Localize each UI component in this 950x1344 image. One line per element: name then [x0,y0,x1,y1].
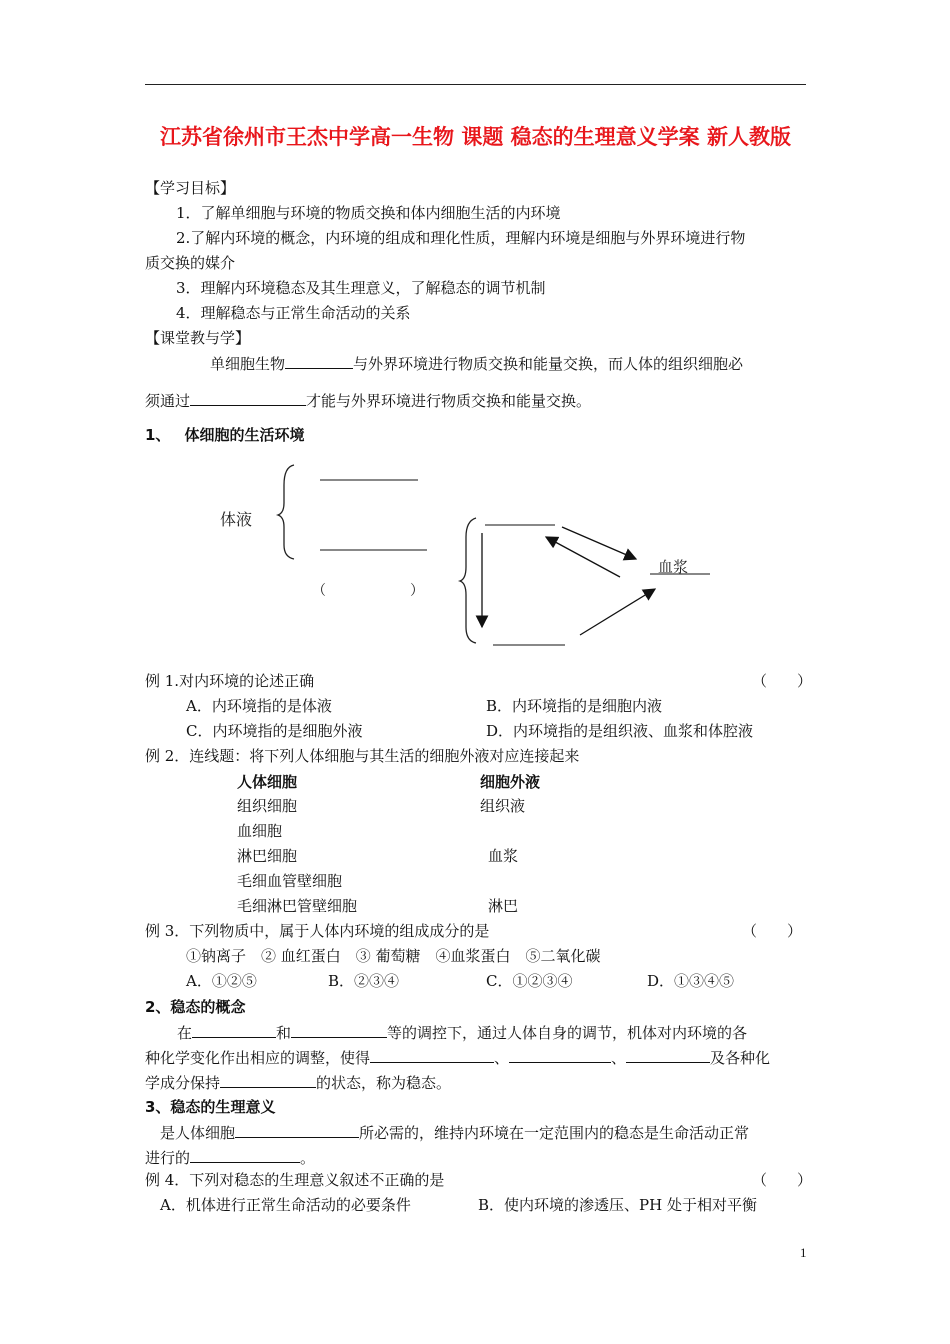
blank[interactable] [291,1021,387,1038]
right-brace [460,518,476,643]
arrow-up-to-plasma [580,589,655,635]
objective-2-cont: 质交换的媒介 [145,254,236,272]
ex1-option-a[interactable]: A．内环境指的是体液 [186,697,332,715]
paren-close: ） [410,583,424,599]
section1-heading: 1、 体细胞的生活环境 [145,426,305,444]
body-fluid-diagram [200,455,740,655]
ex3-paren: （ ） [742,922,803,940]
section2-heading: 2、稳态的概念 [145,998,246,1016]
ex2-cell-4[interactable]: 毛细血管壁细胞 [237,872,343,890]
ex2-cell-5[interactable]: 毛细淋巴管壁细胞 [237,897,358,915]
ex4-paren: （ ） [752,1171,813,1189]
ex3-option-c[interactable]: C．①②③④ [486,972,573,990]
objective-2: 2.了解内环境的概念，内环境的组成和理化性质，理解内环境是细胞与外界环境进行物 [176,229,746,247]
objective-3: 3．理解内环境稳态及其生理意义，了解稳态的调节机制 [176,279,546,297]
ex2-fluid-2[interactable]: 血浆 [488,847,519,865]
blank[interactable] [235,1121,359,1138]
blank[interactable] [190,1146,300,1163]
section2-line2: 种化学变化作出相应的调整，使得 、 、 及各种化 [145,1046,770,1068]
section3-line1: 是人体细胞 所必需的，维持内环境在一定范围内的稳态是生命活动正常 [160,1121,749,1143]
ex1-option-c[interactable]: C．内环境指的是细胞外液 [186,722,363,740]
ex1-option-d[interactable]: D．内环境指的是组织液、血浆和体腔液 [486,722,754,740]
left-brace [278,465,294,559]
ex2-col2-header: 细胞外液 [480,773,541,791]
ex2-cell-3[interactable]: 淋巴细胞 [237,847,298,865]
ex1-question: 例 1.对内环境的论述正确 [145,672,315,690]
ex3-items: ①钠离子 ② 血红蛋白 ③ 葡萄糖 ④血浆蛋白 ⑤二氧化碳 [186,947,601,965]
blank[interactable] [190,389,306,406]
section2-line3: 学成分保持 的状态，称为稳态。 [145,1071,451,1093]
arrow-to-plasma [562,527,636,559]
ex2-question: 例 2．连线题：将下列人体细胞与其生活的细胞外液对应连接起来 [145,747,580,765]
blank[interactable] [509,1046,611,1063]
objectives-heading: 【学习目标】 [145,179,236,197]
section3-line2: 进行的 。 [145,1146,315,1168]
objective-4: 4．理解稳态与正常生命活动的关系 [176,304,411,322]
blank[interactable] [192,1021,276,1038]
body-fluid-label: 体液 [220,510,253,529]
blank[interactable] [626,1046,710,1063]
ex3-option-a[interactable]: A．①②⑤ [186,972,257,990]
ex2-cell-1[interactable]: 组织细胞 [237,797,298,815]
section2-line1: 在 和 等的调控下，通过人体自身的调节，机体对内环境的各 [177,1021,747,1043]
blank[interactable] [220,1071,316,1088]
paren-open: （ [312,583,326,599]
ex2-fluid-1[interactable]: 组织液 [480,797,526,815]
class-paragraph-line2: 须通过 才能与外界环境进行物质交换和能量交换。 [145,389,591,411]
ex2-fluid-3[interactable]: 淋巴 [488,897,519,915]
arrow-from-plasma [546,537,620,577]
section3-heading: 3、稳态的生理意义 [145,1098,276,1116]
blank[interactable] [370,1046,494,1063]
class-heading: 【课堂教与学】 [145,329,251,347]
ex3-question: 例 3．下列物质中，属于人体内环境的组成成分的是 [145,922,490,940]
ex3-option-d[interactable]: D．①③④⑤ [647,972,735,990]
ex4-option-b[interactable]: B．使内环境的渗透压、PH 处于相对平衡 [478,1196,757,1214]
ex2-col1-header: 人体细胞 [237,773,298,791]
ex1-paren: （ ） [752,672,813,690]
ex2-cell-2[interactable]: 血细胞 [237,822,283,840]
ex1-option-b[interactable]: B．内环境指的是细胞内液 [486,697,663,715]
plasma-label: 血浆 [658,558,689,576]
blank[interactable] [285,352,353,369]
page-number: 1 [800,1245,807,1260]
ex4-option-a[interactable]: A．机体进行正常生命活动的必要条件 [160,1196,411,1214]
objective-1: 1．了解单细胞与环境的物质交换和体内细胞生活的内环境 [176,204,561,222]
ex4-question: 例 4．下列对稳态的生理意义叙述不正确的是 [145,1171,445,1189]
document-title: 江苏省徐州市王杰中学高一生物 课题 稳态的生理意义学案 新人教版 [160,125,791,149]
header-rule [145,84,806,85]
class-paragraph-line1: 单细胞生物 与外界环境进行物质交换和能量交换，而人体的组织细胞必 [210,352,743,374]
ex3-option-b[interactable]: B．②③④ [328,972,400,990]
